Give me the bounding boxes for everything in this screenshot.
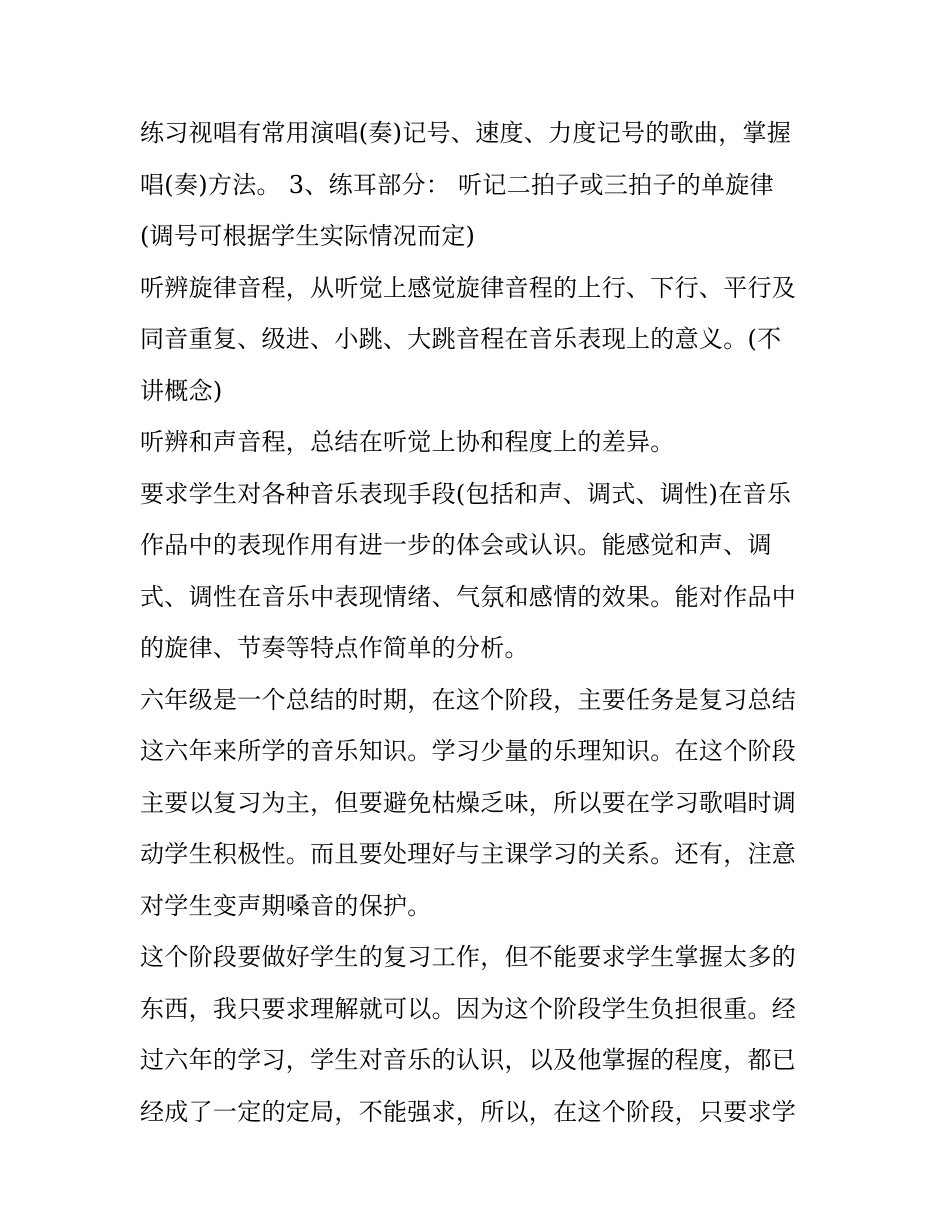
- text-line: 东西，我只要求理解就可以。因为这个阶段学生负担很重。经: [140, 994, 797, 1023]
- text-line: 讲概念): [140, 376, 223, 405]
- text-line: 要求学生对各种音乐表现手段(包括和声、调式、调性)在音乐: [140, 479, 792, 508]
- text-line: 唱(奏)方法。 3、练耳部分： 听记二拍子或三拍子的单旋律: [140, 170, 774, 199]
- text-line: 过六年的学习，学生对音乐的认识，以及他掌握的程度，都已: [140, 1046, 797, 1074]
- text-line: 的旋律、节奏等特点作简单的分析。: [140, 634, 529, 662]
- text-line: 这个阶段要做好学生的复习工作，但不能要求学生掌握太多的: [140, 943, 797, 971]
- text-line: 听辨旋律音程，从听觉上感觉旋律音程的上行、下行、平行及: [140, 273, 797, 302]
- text-line: 听辨和声音程，总结在听觉上协和程度上的差异。: [140, 428, 675, 456]
- text-line: 对学生变声期嗓音的保护。: [140, 891, 432, 920]
- text-line: 同音重复、级进、小跳、大跳音程在音乐表现上的意义。(不: [140, 325, 782, 353]
- text-line: 经成了一定的定局，不能强求，所以，在这个阶段，只要求学: [140, 1097, 797, 1126]
- text-line: 作品中的表现作用有进一步的体会或认识。能感觉和声、调: [140, 531, 772, 559]
- text-line: 练习视唱有常用演唱(奏)记号、速度、力度记号的歌曲，掌握: [140, 119, 792, 147]
- text-line: 这六年来所学的音乐知识。学习少量的乐理知识。在这个阶段: [140, 737, 797, 765]
- document-body: [140, 108, 820, 1138]
- text-line: 式、调性在音乐中表现情绪、气氛和感情的效果。能对作品中: [140, 582, 797, 611]
- text-line: 六年级是一个总结的时期，在这个阶段，主要任务是复习总结: [140, 685, 797, 714]
- text-line: 主要以复习为主，但要避免枯燥乏味，所以要在学习歌唱时调: [140, 788, 797, 817]
- text-line: 动学生积极性。而且要处理好与主课学习的关系。还有，注意: [140, 840, 797, 868]
- text-line: (调号可根据学生实际情况而定): [140, 222, 476, 250]
